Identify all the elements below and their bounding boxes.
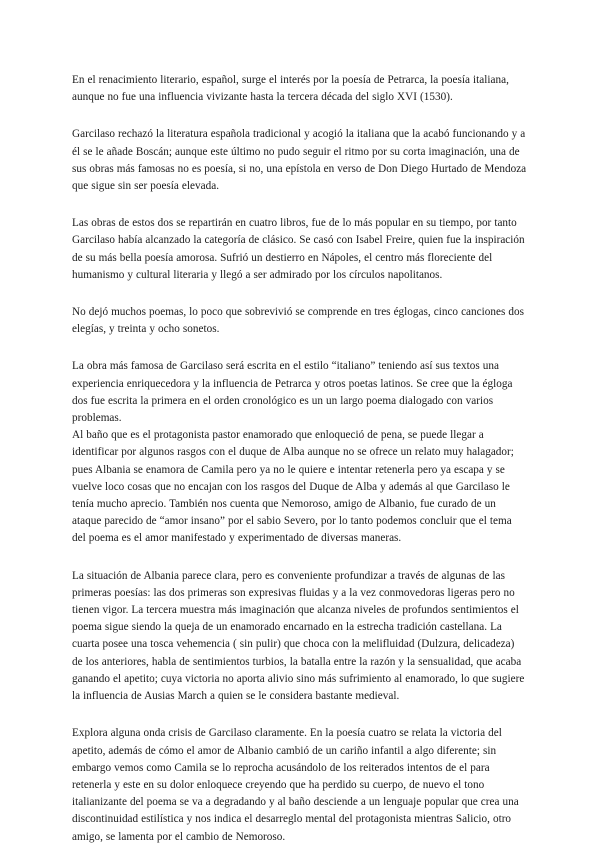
- paragraph-crisis-garcilaso: Explora alguna onda crisis de Garcilaso claramente. En la poesía cuatro se relata la victoria del apetito, además de cómo el amor de Albanio cambió de un cariño infantil a algo diferente; sin embargo vemos como Camila se lo reprocha acusándolo de los reiterados intentos de el para retenerla y este en su dolor enloquece creyendo que ha perdido su cuerpo, de nuevo el tono italianizante del poema se va a degradando y al baño desciende a un lenguaje popular que crea una discontinuidad estilística y nos indica el desarreglo mental del protagonista mientras Salicio, otro amigo, se lamenta por el cambio de Nemoroso.: [72, 727, 519, 843]
- paragraph-obras-libros: Las obras de estos dos se repartirán en cuatro libros, fue de lo más popular en su tiempo, por tanto Garcilaso había alcanzado la categoría de clásico. Se casó con Isabel Freire, quien fue la inspiración de su más bella poesía amorosa. Sufrió un destierro en Nápoles, el centro más floreciente del humanismo y cultural literaria y llegó a ser admirado por los círculos napolitanos.: [72, 217, 525, 281]
- paragraph-garcilaso-boscan: Garcilaso rechazó la literatura española tradicional y acogió la italiana que la acabó funcionando y a él se le añade Boscán; aunque este último no pudo seguir el ritmo por su corta imaginación, una de sus obras más famosas no es poesía, si no, una epístola en verso de Don Diego Hurtado de Mendoza que sigue sin ser poesía elevada.: [72, 128, 527, 193]
- paragraph-obra-famosa: La obra más famosa de Garcilaso será escrita en el estilo “italiano” teniendo así sus textos una experiencia enriquecedora y la influencia de Petrarca y otros poetas latinos. Se cree que la égloga dos fue escrita la primera en el orden cronológico es un un largo poema dialogado con varios problemas.: [72, 360, 513, 425]
- paragraph-poemas: No dejó muchos poemas, lo poco que sobrevivió se comprende en tres églogas, cinco canciones dos elegías, y treinta y ocho sonetos.: [72, 306, 524, 336]
- paragraph-situacion-albania: La situación de Albania parece clara, pero es conveniente profundizar a través de algunas de las primeras poesías: las dos primeras son expresivas fluidas y a la vez conmovedoras ligeras pero no tienen vigor. La tercera muestra más imaginación que alcanza niveles de profundos sentimientos el poema sigue siendo la queja de un enamorado encarnado en la estrecha tradición castellana. La cuarta posee una tosca vehemencia ( sin pulir) que choca con la melifluidad (Dulzura, delicadeza) de los anteriores, habla de sentimientos turbios, la batalla entre la razón y la sensualidad, que acaba ganando el apetito; cuya victoria no aporta alivio sino más sufrimiento al enamorado, lo que sugiere la influencia de Ausias March a quien se le considera bastante medieval.: [72, 569, 525, 703]
- paragraph-albanio: Al baño que es el protagonista pastor enamorado que enloqueció de pena, se puede llegar a identificar por algunos rasgos con el duque de Alba aunque no se ofrece un relato muy halagador; pues Albania se enamora de Camila pero ya no le quiere e intentar retenerla pero ya escapa y se vuelve loco cosas que no encajan con los rasgos del Duque de Alba y además al que Garcilaso le tenía mucho aprecio. También nos cuenta que Nemoroso, amigo de Albanio, fue curado de un ataque parecido de “amor insano” por el sabio Severo, por lo tanto podemos concluir que el tema del poema es el amor manifestado y experimentado de diversas maneras.: [72, 429, 514, 545]
- paragraph-renacimiento: En el renacimiento literario, español, surge el interés por la poesía de Petrarca, la poesía italiana, aunque no fue una influencia vivizante hasta la tercera década del siglo XVI (1530).: [72, 74, 509, 104]
